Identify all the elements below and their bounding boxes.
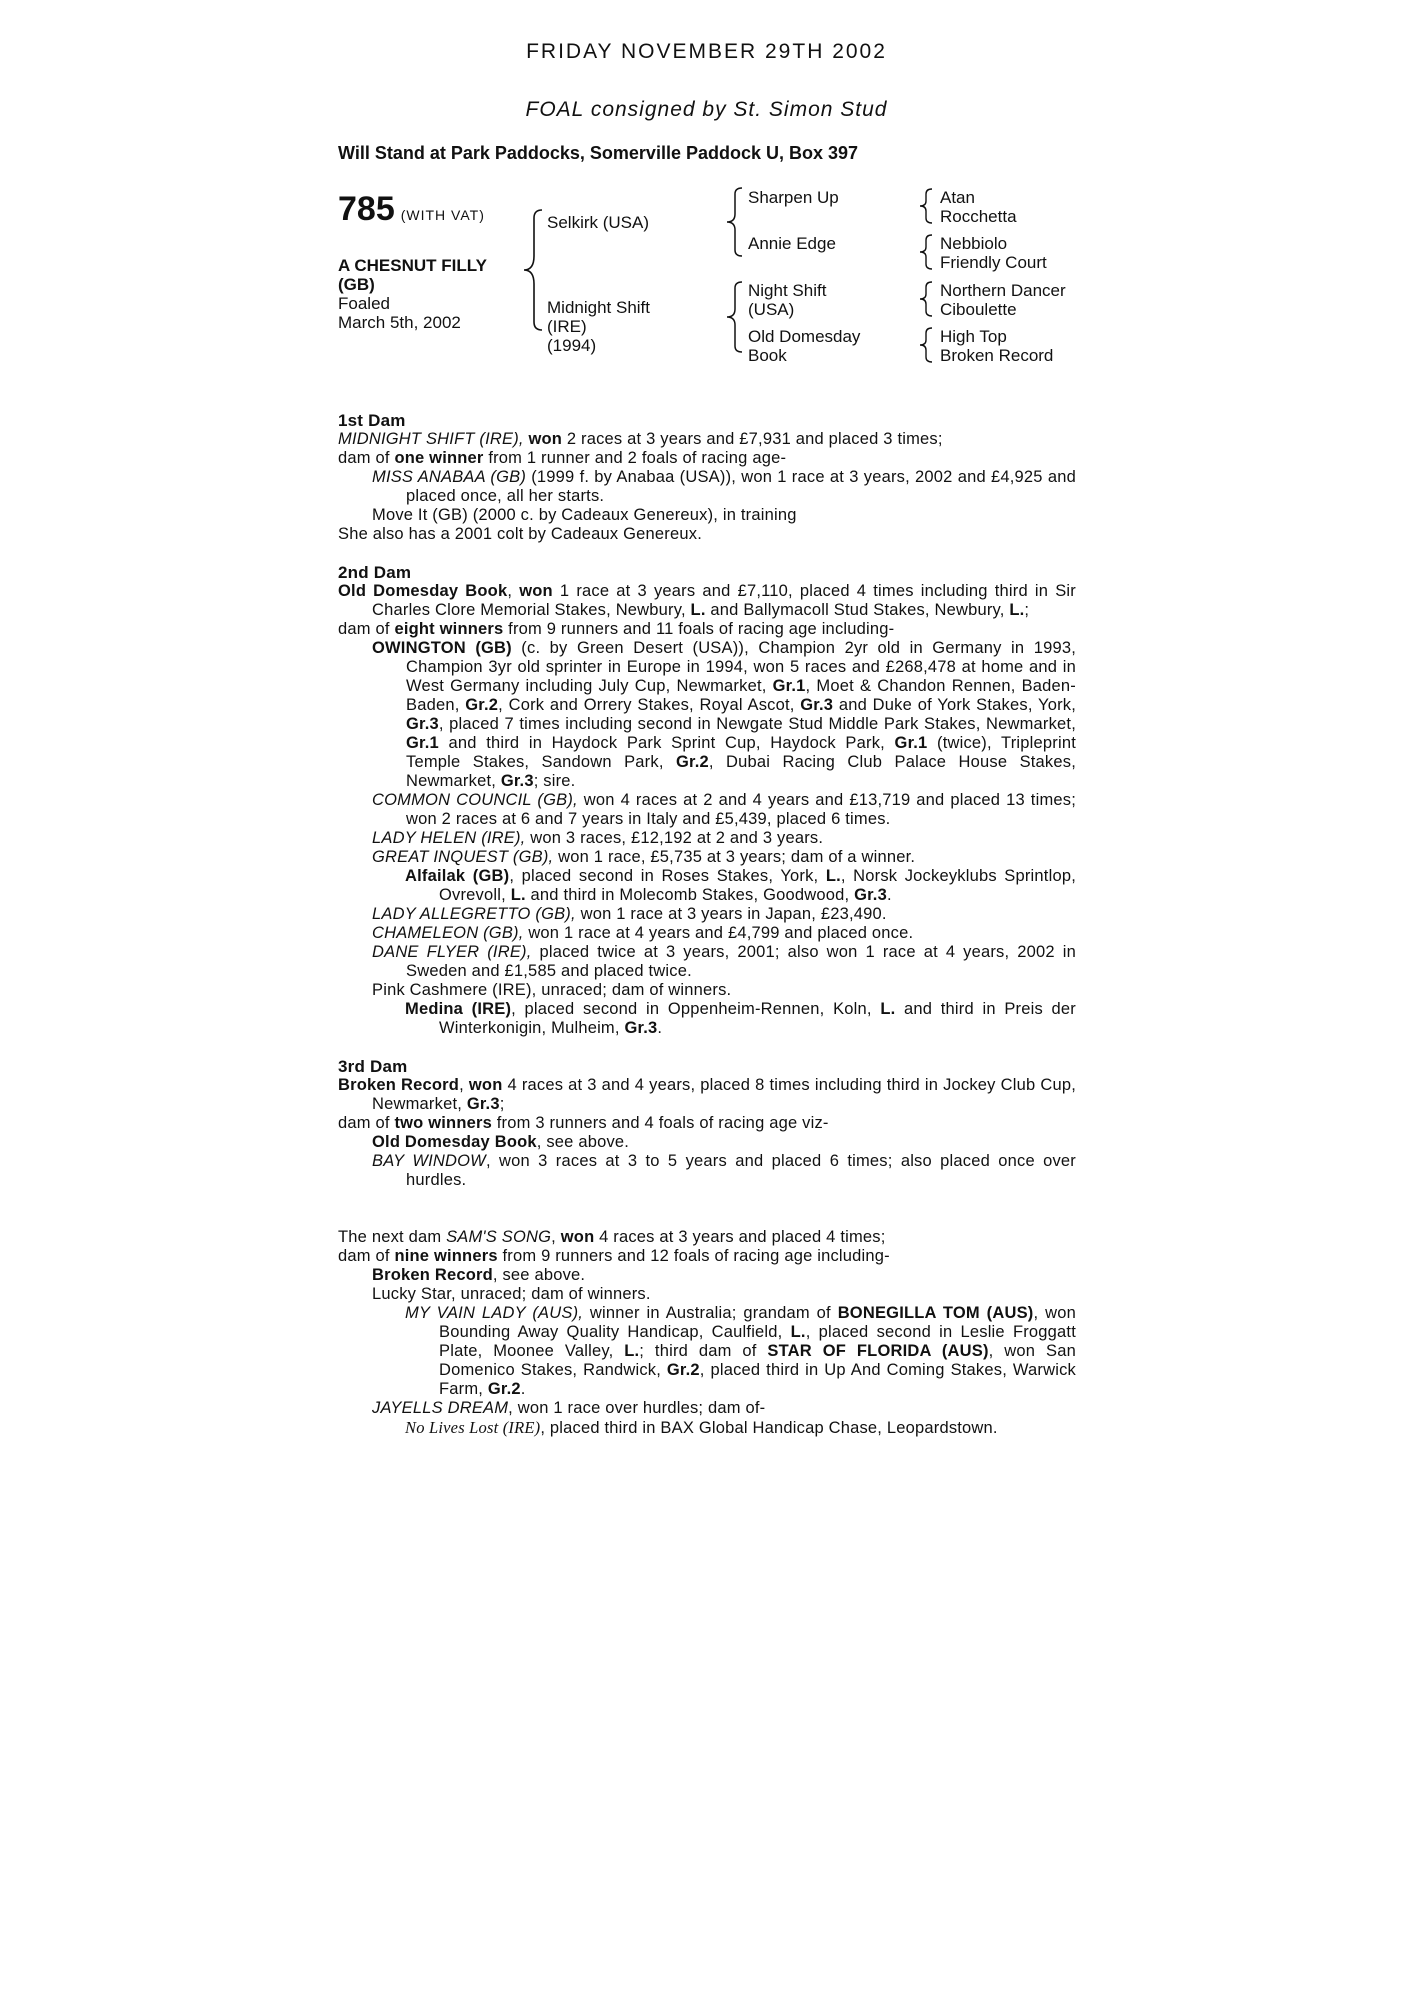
pedigree-brace-ds	[916, 279, 938, 319]
dam2-record: Old Domesday Book, won 1 race at 3 years and £7,110, placed 4 times including third in Sir Charles Clore Memorial Stakes, Newbury, L. and Ballymacoll Stud Stakes, Newbury, L.;	[338, 582, 1076, 619]
dam2-produce-lady-allegretto: LADY ALLEGRETTO (GB), won 1 race at 3 years in Japan, £23,490.	[372, 905, 887, 923]
dam1-record: MIDNIGHT SHIFT (IRE), won 2 races at 3 years and £7,931 and placed 3 times;	[338, 430, 943, 448]
dam-name-line2: (IRE)	[547, 317, 587, 336]
dam4-produce-jayells-dream: JAYELLS DREAM, won 1 race over hurdles; dam of-	[372, 1399, 766, 1417]
dam3-heading: 3rd Dam	[338, 1057, 408, 1076]
dam-name	[547, 298, 650, 355]
pedigree-ddd: Broken Record	[940, 346, 1054, 365]
stand-location: Will Stand at Park Paddocks, Somerville Paddock U, Box 397	[338, 143, 859, 163]
foaled-label: Foaled	[338, 294, 390, 313]
dam2-produce-owington: OWINGTON (GB) (c. by Green Desert (USA)), Champion 2yr old in Germany in 1993, Champion 3yr old sprinter in Europe in 1994, won 5 races and £268,478 at home and in West Germany including July Cup, Newmarket, Gr.1, Moet & Chandon Rennen, Baden-Baden, Gr.2, Cork and Orrery Stakes, Royal Ascot, Gr.3 and Duke of York Stakes, York, Gr.3, placed 7 times including second in Newgate Stud Middle Park Stakes, Newmarket, Gr.1 and third in Haydock Park Sprint Cup, Haydock Park, Gr.1 (twice), Tripleprint Temple Stakes, Sandown Park, Gr.2, Dubai Racing Club Palace House Stakes, Newmarket, Gr.3; sire.	[372, 639, 1077, 790]
dam1-produce-summary: dam of one winner from 1 runner and 2 foals of racing age-	[338, 449, 787, 467]
consignment-line: FOAL consigned by St. Simon Stud	[525, 98, 888, 121]
dam2-heading: 2nd Dam	[338, 563, 412, 582]
horse-name: A CHESNUT FILLY	[338, 256, 487, 275]
pedigree-brace-dam	[724, 278, 748, 356]
dam3-record: Broken Record, won 4 races at 3 and 4 years, placed 8 times including third in Jockey Club Cup, Newmarket, Gr.3;	[338, 1076, 1076, 1113]
pedigree-dds: High Top	[940, 327, 1007, 346]
pedigree-dsd: Ciboulette	[940, 300, 1017, 319]
horse-origin: (GB)	[338, 275, 375, 294]
dam-name-line3: (1994)	[547, 336, 597, 355]
dam4-grandproduce-no-lives-lost: No Lives Lost (IRE), placed third in BAX Global Handicap Chase, Leopardstown.	[405, 1418, 998, 1437]
dam3-produce-old-domesday-book: Old Domesday Book, see above.	[372, 1133, 630, 1151]
vat-note: (WITH VAT)	[400, 207, 485, 223]
dam2-produce-great-inquest: GREAT INQUEST (GB), won 1 race, £5,735 at 3 years; dam of a winner.	[372, 848, 916, 866]
dam1-produce-1: MISS ANABAA (GB) (1999 f. by Anabaa (USA)), won 1 race at 3 years, 2002 and £4,925 and placed once, all her starts.	[372, 468, 1076, 505]
horse-description	[338, 256, 528, 332]
dam-sire-line2: (USA)	[748, 300, 795, 319]
dam4-record: The next dam SAM'S SONG, won 4 races at 3 years and placed 4 times;	[338, 1228, 886, 1246]
dam4-grandproduce-my-vain-lady: MY VAIN LADY (AUS), winner in Australia; grandam of BONEGILLA TOM (AUS), won Bounding Away Quality Handicap, Caulfield, L., placed second in Leslie Froggatt Plate, Moonee Valley, L.; third dam of STAR OF FLORIDA (AUS), won San Domenico Stakes, Randwick, Gr.2, placed third in Up And Coming Stakes, Warwick Farm, Gr.2.	[405, 1304, 1076, 1398]
sire-name: Selkirk (USA)	[547, 213, 650, 232]
pedigree-sds: Nebbiolo	[940, 234, 1008, 253]
family-text	[338, 411, 1076, 1438]
dam-sire	[748, 281, 826, 319]
dam2-grandproduce-medina: Medina (IRE), placed second in Oppenheim-Rennen, Koln, L. and third in Preis der Winterkonigin, Mulheim, Gr.3.	[405, 1000, 1076, 1037]
dam2-produce-lady-helen: LADY HELEN (IRE), won 3 races, £12,192 at 2 and 3 years.	[372, 829, 824, 847]
dam-dam-line1: Old Domesday	[748, 327, 861, 346]
pedigree-brace-dd	[916, 325, 938, 365]
sire-sire: Sharpen Up	[748, 188, 839, 207]
pedigree-brace-main	[520, 200, 550, 340]
pedigree-sdd: Friendly Court	[940, 253, 1047, 272]
dam-sire-line1: Night Shift	[748, 281, 827, 300]
lot-number-block	[338, 190, 485, 229]
sale-date: FRIDAY NOVEMBER 29TH 2002	[526, 40, 887, 63]
dam-name-line1: Midnight Shift	[547, 298, 650, 317]
dam3-produce-bay-window: BAY WINDOW, won 3 races at 3 to 5 years and placed 6 times; also placed once over hurdles.	[372, 1152, 1076, 1189]
dam2-produce-summary: dam of eight winners from 9 runners and 11 foals of racing age including-	[338, 620, 895, 638]
foaled-date: March 5th, 2002	[338, 313, 461, 332]
dam2-grandproduce-alfailak: Alfailak (GB), placed second in Roses Stakes, York, L., Norsk Jockeyklubs Sprintlop, Ovrevoll, L. and third in Molecomb Stakes, Goodwood, Gr.3.	[405, 867, 1076, 904]
dam1-produce-3: She also has a 2001 colt by Cadeaux Genereux.	[338, 525, 702, 543]
sire-dam: Annie Edge	[748, 234, 836, 253]
dam2-produce-dane-flyer: DANE FLYER (IRE), placed twice at 3 years, 2001; also won 1 race at 4 years, 2002 in Sweden and £1,585 and placed twice.	[372, 943, 1076, 980]
pedigree-brace-sire	[724, 184, 748, 260]
dam2-produce-pink-cashmere: Pink Cashmere (IRE), unraced; dam of winners.	[372, 981, 732, 999]
dam1-produce-2: Move It (GB) (2000 c. by Cadeaux Genereux), in training	[372, 506, 797, 524]
dam-dam-line2: Book	[748, 346, 787, 365]
pedigree-dss: Northern Dancer	[940, 281, 1066, 300]
dam-dam	[748, 327, 860, 365]
pedigree-ssd: Rocchetta	[940, 207, 1017, 226]
pedigree-brace-sd	[916, 232, 938, 272]
pedigree-sss: Atan	[940, 188, 975, 207]
pedigree-brace-ss	[916, 186, 938, 226]
dam4-produce-summary: dam of nine winners from 9 runners and 12 foals of racing age including-	[338, 1247, 890, 1265]
dam2-produce-common-council: COMMON COUNCIL (GB), won 4 races at 2 and 4 years and £13,719 and placed 13 times; won 2 races at 6 and 7 years in Italy and £5,439, placed 6 times.	[372, 791, 1077, 828]
lot-number: 785	[338, 190, 395, 228]
dam1-heading: 1st Dam	[338, 411, 406, 430]
dam4-produce-broken-record: Broken Record, see above.	[372, 1266, 586, 1284]
dam3-produce-summary: dam of two winners from 3 runners and 4 foals of racing age viz-	[338, 1114, 829, 1132]
dam4-produce-lucky-star: Lucky Star, unraced; dam of winners.	[372, 1285, 651, 1303]
dam2-produce-chameleon: CHAMELEON (GB), won 1 race at 4 years and £4,799 and placed once.	[372, 924, 914, 942]
